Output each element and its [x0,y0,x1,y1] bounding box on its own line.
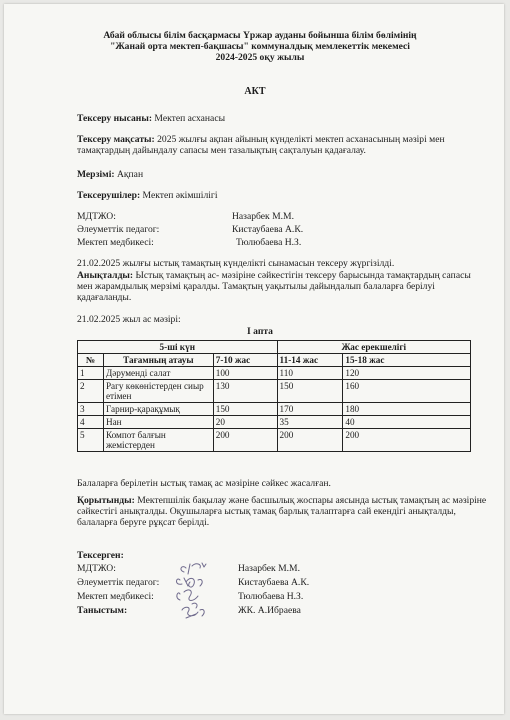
row-no: 5 [78,429,104,452]
day-header: 5-ші күн [78,341,278,354]
row-value: 170 [277,403,343,416]
age-col-header: 15-18 жас [343,354,471,367]
menu-table [77,340,471,452]
week-label: І апта [247,326,273,337]
table-row [78,429,471,452]
row-value: 130 [213,380,277,403]
row-value: 40 [343,416,471,429]
row-value: 100 [213,367,277,380]
row-value: 110 [277,367,343,380]
row-value: 200 [213,429,277,452]
row-value: 200 [277,429,343,452]
found-paragraph [77,270,487,303]
header-line-3: 2024-2025 оқу жылы [215,52,305,63]
row-no: 4 [78,416,104,429]
checker-role: Мектеп медбикесі: [77,591,154,602]
row-food: Рагу көкөністерден сиыр етімен [103,380,213,403]
header-line-2: "Жанай орта мектеп-бақшасы" коммуналдық мемлекеттік мекемесі [110,41,410,52]
row-no: 2 [78,380,104,403]
staff-name: Кистаубаева А.К. [232,224,304,235]
checker-name: Кистаубаева А.К. [238,577,310,588]
row-value: 180 [343,403,471,416]
purpose-label: Тексеру мақсаты: [77,134,155,145]
inspectors-value: Мектеп әкімшілігі [140,190,218,201]
purpose-value: 2025 жылғы ақпан айының күнделікті мектеп асханасының мәзірі мен тамақтардың дайындалу сапасы мен тазалықтың сақталуын қадағалау. [77,134,445,156]
staff-name: Тюлюбаева Н.З. [236,237,302,248]
term-label: Мерзімі: [77,169,115,180]
row-food: Дәрумендi салат [103,367,213,380]
document-title: АКТ [244,86,266,97]
table-row [78,367,471,380]
col-no-header: № [78,354,104,367]
checker-name: Назарбек М.М. [238,563,300,574]
handwritten-signatures [172,560,222,624]
purpose-field [77,134,487,156]
found-label: Анықталды: [77,270,134,281]
table-row [78,380,471,403]
row-value: 150 [277,380,343,403]
staff-role: Әлеуметтік педагог: [77,224,160,235]
checker-role: Әлеуметтік педагог: [77,577,160,588]
row-no: 1 [78,367,104,380]
checked-label: Тексерген: [77,550,124,561]
inspectors-label: Тексерушілер: [77,190,141,201]
conclusion-paragraph [77,495,487,528]
ack-name: ЖК. А.Ибраева [238,605,301,616]
object-field [77,113,225,124]
table-row [78,403,471,416]
row-food: Гарнир-қарақұмық [103,403,213,416]
staff-role: МДТЖО: [77,211,116,222]
document-header [40,30,480,63]
staff-role: Мектеп медбикесі: [77,237,154,248]
row-food: Компот балғын жемістерден [103,429,213,452]
header-line-1: Абай облысы білім басқармасы Үржар ауданы бойынша білім бөлімінің [103,30,417,41]
row-no: 3 [78,403,104,416]
conclusion-value: Мектепшілік бақылау және басшылық жоспары аясында ыстық тамақтың ас мәзіріне сәйкестігі анықталды. Оқушыларға ыстық тамақ барлық талаптарға сай екендігі анықталды, балаларға беруге рұқсат берілді. [77,495,487,528]
row-food: Нан [103,416,213,429]
checker-name: Тюлюбаева Н.З. [238,591,304,602]
object-value: Мектеп асханасы [152,113,226,124]
staff-name: Назарбек М.М. [232,211,294,222]
row-value: 150 [213,403,277,416]
row-value: 160 [343,380,471,403]
inspectors-field [77,190,218,201]
checker-role: МДТЖО: [77,563,116,574]
row-value: 120 [343,367,471,380]
menu-line: 21.02.2025 жыл ас мәзірі: [77,314,181,325]
age-col-header: 11-14 жас [277,354,343,367]
ack-label: Таныстым: [77,605,128,616]
age-col-header: 7-10 жас [213,354,277,367]
table-row [78,354,471,367]
age-header: Жас ерекшелігі [277,341,470,354]
table-row [78,341,471,354]
row-value: 20 [213,416,277,429]
term-value: Ақпан [114,169,144,180]
col-food-header: Тағамның атауы [103,354,213,367]
object-label: Тексеру нысаны: [77,113,153,124]
conclusion-label: Қорытынды: [77,495,135,506]
row-value: 35 [277,416,343,429]
term-field [77,169,143,180]
date-line: 21.02.2025 жылғы ыстық тамақтың күнделікті сынамасын тексеру жүргізілді. [77,258,395,269]
found-value: Ыстық тамақтың ас- мәзіріне сәйкестігін тексеру барысында тамақтардың сапасы мен жарамдылық мерзімі қаралды. Тамақтың уақытылы дайындалып балаларға берілуі қадағаланды. [77,270,471,303]
given-line: Балаларға берілетін ыстық тамақ ас мәзіріне сәйкес жасалған. [77,478,331,489]
table-row [78,416,471,429]
row-value: 200 [343,429,471,452]
